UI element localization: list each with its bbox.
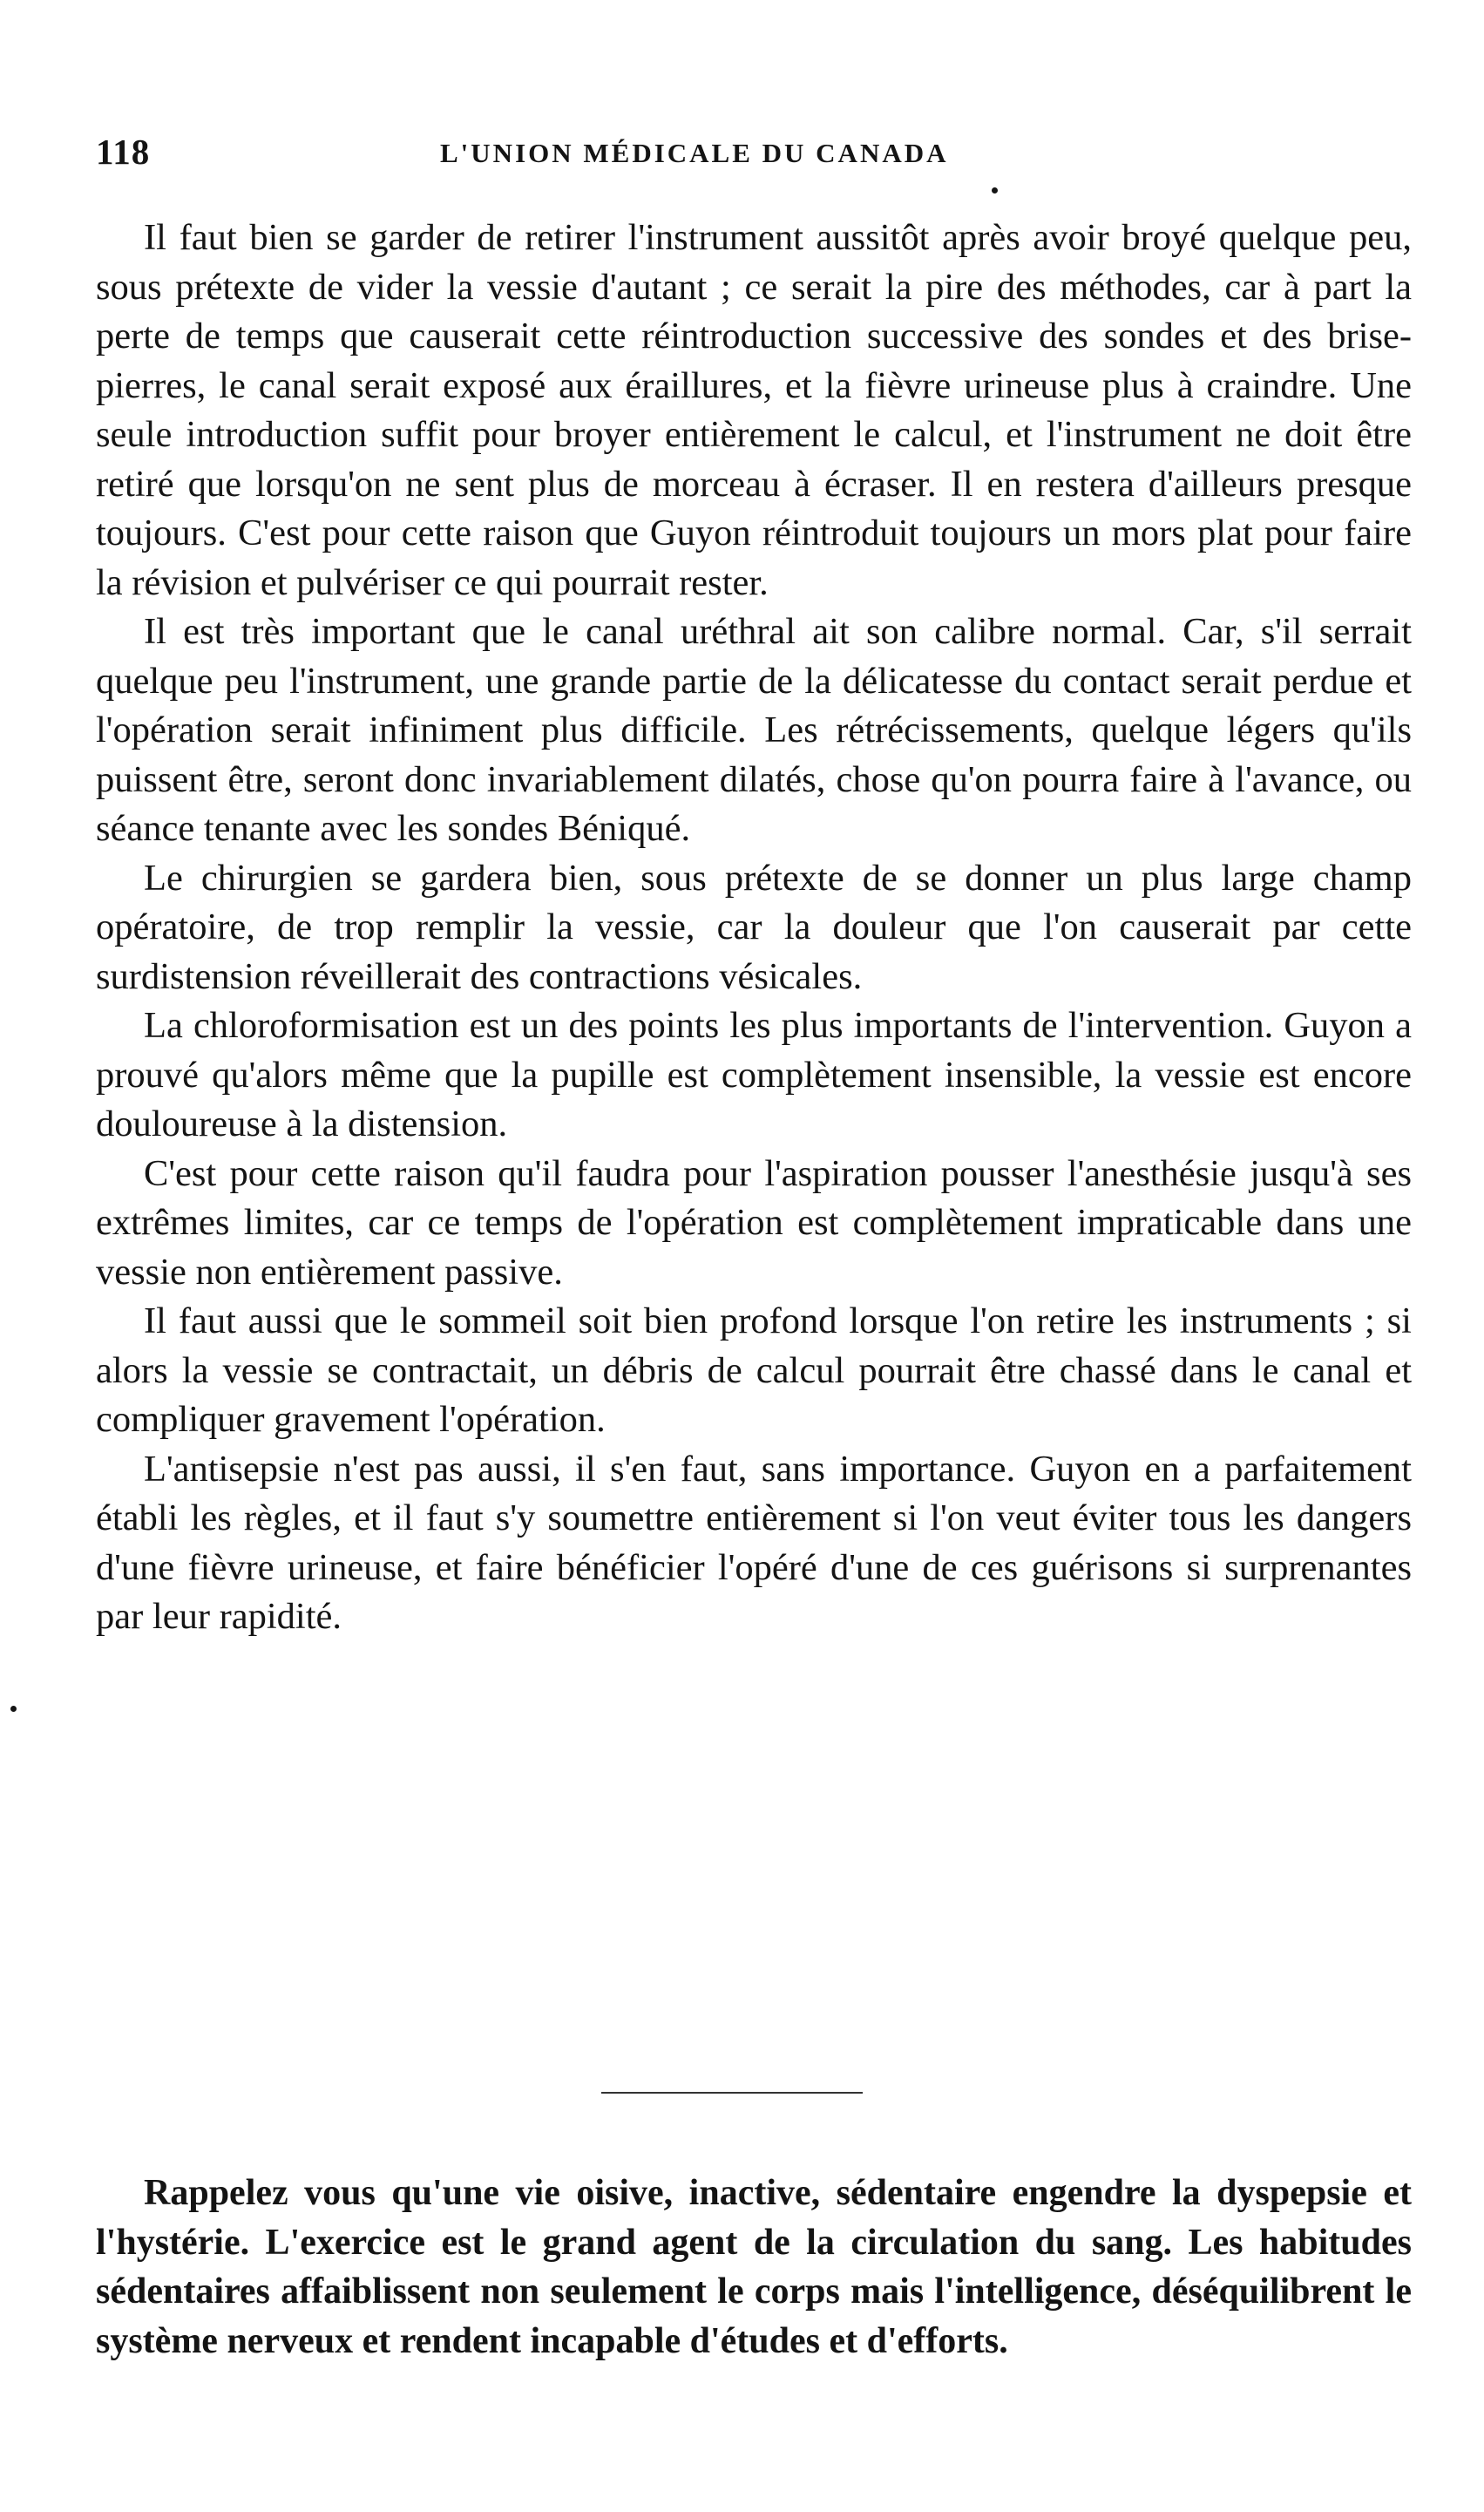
page-number: 118 [96, 132, 151, 172]
paragraph: Le chirurgien se gardera bien, sous prétexte de se donner un plus large champ opératoire, de trop remplir la vessie, car la douleur que l'on causerait par cette surdistension réveillerait des contractions vésicales. [96, 857, 1412, 997]
paragraph: C'est pour cette raison qu'il faudra pour l'aspiration pousser l'anesthésie jusqu'à ses extrêmes limites, car ce temps de l'opération est complètement impraticable dans une vessie non entièrement passive. [96, 1152, 1412, 1293]
paragraph: Il est très important que le canal uréthral ait son calibre normal. Car, s'il serrait quelque peu l'instrument, une grande partie de la délicatesse du contact serait perdue et l'opération serait infiniment plus difficile. Les rétrécissements, quelque légers qu'ils puissent être, seront donc invariablement dilatés, chose qu'on pourra faire à l'avance, ou séance tenante avec les sondes Béniqué. [96, 611, 1412, 849]
section-separator [601, 2092, 863, 2094]
page-header [96, 131, 1412, 183]
paragraph: Il faut bien se garder de retirer l'instrument aussitôt après avoir broyé quelque peu, sous prétexte de vider la vessie d'autant ; ce serait la pire des méthodes, car à part la perte de temps que causerait cette réintroduction successive des sondes et des brise-pierres, le canal serait exposé aux éraillures, et la fièvre urineuse plus à craindre. Une seule introduction suffit pour broyer entièrement le calcul, et l'instrument ne doit être retiré que lorsqu'on ne sent plus de morceau à écraser. Il en restera d'ailleurs presque toujours. C'est pour cette raison que Guyon réintroduit toujours un mors plat pour faire la révision et pulvériser ce qui pourrait rester. [96, 217, 1412, 603]
margin-speck [10, 1706, 17, 1712]
paragraph: La chloroformisation est un des points les plus importants de l'intervention. Guyon a prouvé qu'alors même que la pupille est complètement insensible, la vessie est encore douloureuse à la distension. [96, 1005, 1412, 1144]
running-title: L'UNION MÉDICALE DU CANADA [440, 138, 949, 168]
paragraph: Il faut aussi que le sommeil soit bien profond lorsque l'on retire les instruments ; si alors la vessie se contractait, un débris de calcul pourrait être chassé dans le canal et compliquer gravement l'opération. [96, 1300, 1412, 1440]
article-body [96, 214, 1412, 1642]
note-paragraph: Rappelez vous qu'une vie oisive, inactive, sédentaire engendre la dyspepsie et l'hystérie. L'exercice est le grand agent de la circulation du sang. Les habitudes sédentaires affaiblissent non seulement le corps mais l'intelligence, déséquilibrent le système nerveux et rendent incapable d'études et d'efforts. [96, 2173, 1412, 2361]
paragraph: L'antisepsie n'est pas aussi, il s'en faut, sans importance. Guyon en a parfaitement établi les règles, et il faut s'y soumettre entièrement si l'on veut éviter tous les dangers d'une fièvre urineuse, et faire bénéficier l'opéré d'une de ces guérisons si surprenantes par leur rapidité. [96, 1448, 1412, 1637]
closing-note [96, 2169, 1412, 2366]
header-dot-mark [992, 187, 998, 193]
